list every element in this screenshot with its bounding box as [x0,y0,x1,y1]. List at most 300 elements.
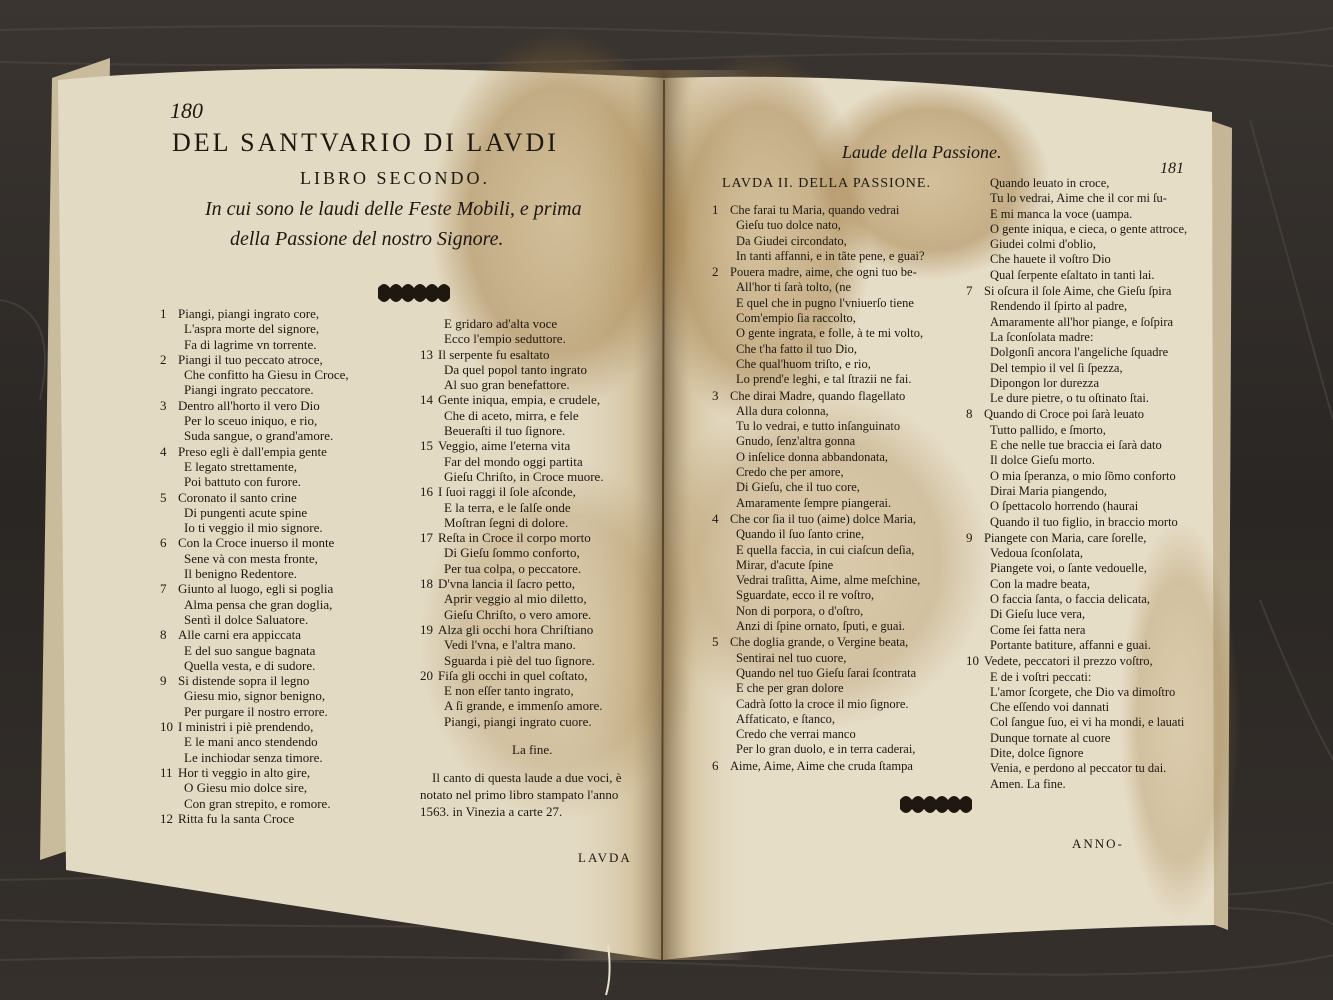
verse-line [160,673,349,688]
verse-line [420,637,604,652]
verse-text: D'vna lancia il ſacro petto, [438,576,575,592]
verse-line [712,666,925,681]
verse-line [712,651,925,666]
verse-line [966,670,1187,685]
verse-text: Di Gieſu luce vera, [990,607,1086,622]
verse-text: Di Gieſu, che il tuo core, [736,480,860,495]
verse-text: Gente iniqua, empia, e crudele, [438,392,601,408]
verse-text: E del suo sangue bagnata [184,642,316,658]
verse-text: L'amor ſcorgete, che Dio va dimoſtro [990,684,1176,699]
verse-text: Sguardate, ecco il re voſtro, [736,588,875,603]
verse-text: Le dure pietre, o tu oſtinato ſtai. [990,391,1149,406]
verse-line [712,357,925,372]
verse-line [966,761,1187,776]
verse-line [712,727,925,742]
left-running-head: DEL SANTVARIO DI LAVDI [172,128,559,157]
verse-line [712,450,925,465]
verse-line [712,604,925,619]
verse-line [712,543,925,558]
verse-text: Alle carni era appiccata [178,627,302,643]
verse-line [966,731,1187,746]
verse-line [966,777,1187,792]
verse-line [160,612,349,627]
verse-line [712,496,925,511]
verse-text: O Giesu mio dolce sire, [184,780,308,796]
verse-line [160,811,349,826]
verse-text: O ſpettacolo horrendo (haurai [990,499,1139,514]
verse-text: O mia ſperanza, o mio ſõmo conforto [990,468,1176,483]
verse-text: Veggio, aime l'eterna vita [438,438,571,454]
verse-text: Gieſu tuo dolce nato, [736,218,841,233]
verse-line [420,530,604,545]
verse-line [420,469,604,484]
verse-text: Dolgonſi ancora l'angeliche ſquadre [990,345,1169,360]
verse-line [966,623,1187,638]
verse-text: Piangi ingrato peccatore. [184,382,314,398]
verse-line [420,500,604,515]
verse-text: Dentro all'horto il vero Dio [178,397,320,413]
stanza-number: 3 [160,397,167,413]
verse-line [420,484,604,499]
verse-line [966,561,1187,576]
verse-text: E quella faccia, in cui ciaſcun deſia, [736,542,915,557]
verse-text: Con gran strepito, e romore. [184,795,331,811]
verse-line [712,404,925,419]
verse-line [160,352,349,367]
verse-text: Cadrà ſotto la croce il mio ſignore. [736,696,909,711]
verse-line [160,643,349,658]
verse-line [420,591,604,606]
verse-line [966,423,1187,438]
verse-line [966,299,1187,314]
verse-line [966,638,1187,653]
stanza-number: 4 [160,443,167,459]
verse-text: Quella vesta, e di sudore. [184,657,316,673]
verse-line [966,715,1187,730]
verse-text: Per lo gran duolo, e in terra caderai, [736,742,916,757]
verse-line [420,316,604,331]
right-catchword: ANNO- [1072,836,1124,851]
verse-text: E de i voſtri peccati: [990,669,1092,684]
verse-line [712,264,925,280]
verse-text: E gridaro ad'alta voce [444,316,558,331]
verse-line [160,367,349,382]
verse-line [160,704,349,719]
verse-line [966,592,1187,607]
verse-line [160,398,349,413]
verse-text: Il benigno Redentore. [184,566,297,582]
verse-line [712,573,925,588]
verse-line [712,388,925,404]
verse-text: Rendendo il ſpirto al padre, [990,299,1128,314]
verse-text: Coronato il santo crine [178,489,297,505]
verse-line [712,758,925,774]
verse-text: Piangi, piangi ingrato cuore. [444,713,592,729]
verse-text: Ritta fu la santa Croce [178,810,295,826]
verse-line [420,683,604,698]
verse-line [160,581,349,596]
verse-text: Che dirai Madre, quando flagellato [730,388,906,403]
verse-line [712,218,925,233]
verse-text: Che doglia grande, o Vergine beata, [730,635,909,650]
verse-line [966,283,1187,299]
verse-line [160,321,349,336]
verse-line [420,423,604,438]
verse-line [420,454,604,469]
verse-text: Non di porpora, o d'oſtro, [736,603,864,618]
stanza-number: 2 [160,351,167,367]
verse-text: Che confitto ha Giesu in Croce, [184,367,349,383]
verse-line [420,545,604,560]
verse-text: Moſtran ſegni di dolore. [444,514,569,530]
verse-text: Poi battuto con furore. [184,474,301,490]
lauda-title: LAVDA II. DELLA PASSIONE. [722,176,931,191]
verse-text: La ſconſolata madre: [990,329,1094,344]
verse-line [160,658,349,673]
left-page-number: 180 [170,98,203,123]
verse-line [712,280,925,295]
stanza-number: 16 [420,484,433,500]
verse-text: E quel che in pugno l'vniuerſo tiene [736,295,914,310]
verse-text: Credo che per amore, [736,465,844,480]
stanza-number: 10 [966,653,979,669]
verse-text: Amaramente ſempre piangerai. [736,495,892,510]
verse-line [712,511,925,527]
verse-line [966,653,1187,669]
verse-text: Dirai Maria piangendo, [990,483,1107,498]
verse-line [420,714,604,729]
stanza-number: 8 [160,627,167,643]
verse-text: O gente ingrata, e folle, à te mi volto, [736,326,924,341]
stanza-number: 18 [420,576,433,592]
verse-line [712,480,925,495]
verse-line [712,419,925,434]
verse-line [966,361,1187,376]
verse-text: Gnudo, ſenz'altra gonna [736,434,856,449]
verse-line [420,362,604,377]
verse-text: Gieſu Chriſto, in Croce muore. [444,468,604,484]
verse-line [966,330,1187,345]
verse-line [966,391,1187,406]
verse-text: Ecco l'empio seduttore. [444,331,566,347]
verse-text: Mirar, d'acute ſpine [736,557,834,572]
verse-text: Far del mondo oggi partita [444,453,583,469]
verse-text: Portante batiture, affanni e guai. [990,637,1151,652]
verse-text: Il serpente fu esaltato [438,346,550,362]
verse-text: Vedi l'vna, e l'altra mano. [444,637,576,653]
stanza-number: 4 [712,510,719,526]
left-column-2 [420,316,604,729]
verse-line [420,377,604,392]
verse-text: Tu lo vedrai, e tutto inſanguinato [736,419,901,434]
stanza-number: 17 [420,530,433,546]
stanza-number: 3 [712,387,719,403]
verse-line [160,382,349,397]
verse-line [420,331,604,346]
verse-text: Gieſu Chriſto, o vero amore. [444,606,592,622]
verse-line [420,392,604,407]
right-column-1 [712,202,925,774]
verse-line [712,465,925,480]
verse-text: O faccia ſanta, o faccia delicata, [990,592,1150,607]
stanza-number: 13 [420,346,433,362]
verse-line [420,347,604,362]
verse-line [160,413,349,428]
verse-text: E che per gran dolore [736,681,844,696]
right-running-head: Laude della Passione. [842,142,1002,162]
verse-text: Piangete voi, o ſante vedouelle, [990,561,1147,576]
verse-line [966,207,1187,222]
verse-line [420,438,604,453]
book-title: LIBRO SECONDO. [300,168,491,188]
verse-line [420,408,604,423]
verse-text: Piangi il tuo peccato atroce, [178,351,323,367]
verse-line [160,474,349,489]
verse-text: Che hauete il voſtro Dio [990,252,1111,267]
verse-text: Da Giudei circondato, [736,233,847,248]
verse-text: Alla dura colonna, [736,403,829,418]
stanza-number: 5 [712,634,719,650]
verse-text: Piangi, piangi ingrato core, [178,306,320,321]
stanza-number: 10 [160,719,173,735]
verse-line [966,746,1187,761]
verse-line [966,700,1187,715]
verse-text: O gente iniqua, e cieca, o gente attroce, [990,221,1188,236]
verse-text: Anzi di ſpine ornato, ſputi, e guai. [736,619,906,634]
verse-text: Aprir veggio al mio diletto, [444,591,587,607]
la-fine-left: La fine. [512,742,553,757]
verse-line [966,453,1187,468]
verse-text: Che farai tu Maria, quando vedrai [730,203,900,217]
stanza-number: 19 [420,621,433,637]
verse-text: Com'empio ſia raccolto, [736,311,856,326]
verse-text: Col ſangue ſuo, ei vi ha mondi, e lauati [990,715,1185,730]
verse-line [420,607,604,622]
verse-text: Che t'ha fatto il tuo Dio, [736,341,857,356]
right-column-2 [966,176,1187,792]
stanza-number: 8 [966,406,973,422]
stanza-number: 12 [160,810,173,826]
verse-text: E le mani anco stendendo [184,734,318,750]
verse-text: Del tempio il vel ſi ſpezza, [990,360,1123,375]
verse-text: Sene và con mesta fronte, [184,550,318,566]
verse-text: Beueraſti il tuo ſignore. [444,423,566,439]
verse-text: Con la Croce inuerso il monte [178,535,335,551]
verse-line [966,376,1187,391]
stanza-number: 2 [712,264,719,280]
verse-text: Tutto pallido, e ſmorto, [990,422,1106,437]
verse-line [160,597,349,612]
verse-line [420,653,604,668]
verse-line [160,459,349,474]
verse-text: Da quel popol tanto ingrato [444,361,587,377]
verse-line [160,337,349,352]
verse-line [420,515,604,530]
verse-line [712,634,925,650]
verse-line [160,734,349,749]
left-catchword: LAVDA [578,850,632,865]
verse-text: Fa di lagrime vn torrente. [184,336,317,352]
verse-line [966,469,1187,484]
verse-text: E legato strettamente, [184,458,297,474]
verse-text: Di pungenti acute spine [184,504,308,520]
verse-text: Fiſa gli occhi in quel coſtato, [438,667,588,683]
verse-text: Giunto al luogo, egli si poglia [178,581,334,597]
stanza-number: 7 [160,581,167,597]
verse-text: Di Gieſu ſommo conforto, [444,545,580,561]
verse-text: Affaticato, e ſtanco, [736,711,836,726]
verse-line [420,576,604,591]
verse-text: Per purgare il nostro errore. [184,703,328,719]
verse-text: Quando leuato in croce, [990,176,1110,190]
music-note-line2: notato nel primo libro stampato l'anno [420,787,619,802]
verse-text: E che nelle tue braccia ei ſarà dato [990,438,1162,453]
verse-text: Io ti veggio il mio signore. [184,520,323,536]
verse-line [966,345,1187,360]
section-heading-line1: In cui sono le laudi delle Feste Mobili, e prima [205,198,582,220]
verse-line [966,252,1187,267]
verse-text: Alza gli occhi hora Chriſtiano [438,621,594,637]
verse-text: Quando il tuo figlio, in braccio morto [990,514,1178,529]
verse-text: Si oſcura il ſole Aime, che Gieſu ſpira [984,284,1172,299]
verse-text: Per lo sceuo iniquo, e rio, [184,413,318,429]
verse-text: A ſi grande, e immenſo amore. [444,698,603,714]
verse-line [160,765,349,780]
music-note-line1: Il canto di questa laude a due voci, è [432,770,622,785]
verse-text: I ministri i piè prendendo, [178,719,314,735]
verse-text: Preso egli è dall'empia gente [178,443,327,459]
verse-text: I ſuoi raggi il ſole aſconde, [438,484,576,500]
verse-text: Dunque tornate al cuore [990,730,1111,745]
stanza-number: 5 [160,489,167,505]
verse-line [966,268,1187,283]
verse-line [966,499,1187,514]
verse-line [712,249,925,264]
verse-line [712,527,925,542]
stanza-number: 9 [160,673,167,689]
verse-text: Dite, dolce ſignore [990,745,1084,760]
verse-line [160,306,349,321]
verse-text: Lo prend'e leghi, e tal ſtrazii ne fai. [736,372,912,387]
verse-text: O inſelice donna abbandonata, [736,449,889,464]
stanza-number: 1 [160,306,167,321]
verse-text: Vedoua ſconſolata, [990,546,1084,561]
verse-line [160,796,349,811]
verse-text: Alma pensa che gran doglia, [184,596,333,612]
verse-line [160,444,349,459]
verse-line [160,428,349,443]
verse-text: Reſta in Croce il corpo morto [438,530,591,546]
verse-text: Per tua colpa, o peccatore. [444,560,582,576]
verse-line [160,750,349,765]
verse-line [160,551,349,566]
verse-line [712,558,925,573]
right-page-number: 181 [1160,160,1184,177]
verse-text: Giudei colmi d'oblio, [990,237,1097,252]
verse-line [712,296,925,311]
verse-line [966,607,1187,622]
music-note-line3: 1563. in Vinezia a carte 27. [420,804,563,819]
verse-text: Giesu mio, signor benigno, [184,688,326,704]
verse-text: Che qual'huom triſto, e rio, [736,356,871,371]
verse-line [966,546,1187,561]
stanza-number: 20 [420,667,433,683]
section-heading-line2: della Passione del nostro Signore. [230,228,504,250]
stanza-number: 11 [160,764,173,780]
verse-line [966,577,1187,592]
verse-text: Si distende sopra il legno [178,673,310,689]
verse-line [160,505,349,520]
verse-line [420,698,604,713]
verse-line [712,697,925,712]
verse-text: Sguarda i piè del tuo ſignore. [444,652,595,668]
verse-text: Quando di Croce poi ſarà leuato [984,407,1145,422]
verse-text: E la terra, e le ſalſe onde [444,499,571,515]
stanza-number: 14 [420,392,433,408]
verse-text: Qual ſerpente eſaltato in tanti lai. [990,267,1155,282]
verse-text: Le inchiodar senza timore. [184,749,323,765]
left-column-1 [160,306,349,826]
verse-line [966,685,1187,700]
verse-line [160,627,349,642]
verse-line [712,434,925,449]
verse-line [160,688,349,703]
verse-line [966,438,1187,453]
verse-line [966,191,1187,206]
verse-line [966,406,1187,422]
verse-text: Piangete con Maria, care ſorelle, [984,530,1147,545]
verse-line [160,520,349,535]
verse-text: Dipongon lor durezza [990,375,1099,390]
verse-text: Al suo gran benefattore. [444,377,570,393]
verse-line [966,222,1187,237]
verse-line [160,719,349,734]
stanza-number: 9 [966,529,973,545]
verse-line [966,530,1187,546]
verse-line [966,315,1187,330]
verse-line [420,622,604,637]
verse-text: In tanti affanni, e in tãte pene, e guai? [736,248,925,263]
verse-line [712,311,925,326]
verse-line [160,780,349,795]
verse-line [966,176,1187,191]
verse-text: Pouera madre, aime, che ogni tuo be- [730,265,917,280]
verse-line [712,742,925,757]
stanza-number: 15 [420,438,433,454]
stanza-number: 1 [712,202,719,217]
verse-line [712,342,925,357]
verse-text: E mi manca la voce (uampa. [990,206,1133,221]
verse-text: Sentì il dolce Saluatore. [184,611,309,627]
verse-line [160,566,349,581]
stanza-number: 7 [966,283,973,299]
verse-text: E non eſſer tanto ingrato, [444,683,574,699]
verse-text: Che eſſendo voi dannati [990,700,1110,715]
verse-line [160,535,349,550]
verse-line [420,668,604,683]
verse-text: Tu lo vedrai, Aime che il cor mi ſu- [990,191,1167,206]
verse-text: Quando il ſuo ſanto crine, [736,527,865,542]
verse-line [420,561,604,576]
verse-text: All'hor ti ſarà tolto, (ne [736,280,852,295]
verse-text: Amaramente all'hor piange, e ſoſpira [990,314,1174,329]
verse-text: Come ſei fatta nera [990,622,1086,637]
verse-line [712,619,925,634]
stanza-number: 6 [160,535,167,551]
verse-line [966,237,1187,252]
verse-text: Vedete, peccatori il prezzo voſtro, [984,654,1153,669]
verse-text: Venia, e perdono al peccator tu dai. [990,761,1167,776]
